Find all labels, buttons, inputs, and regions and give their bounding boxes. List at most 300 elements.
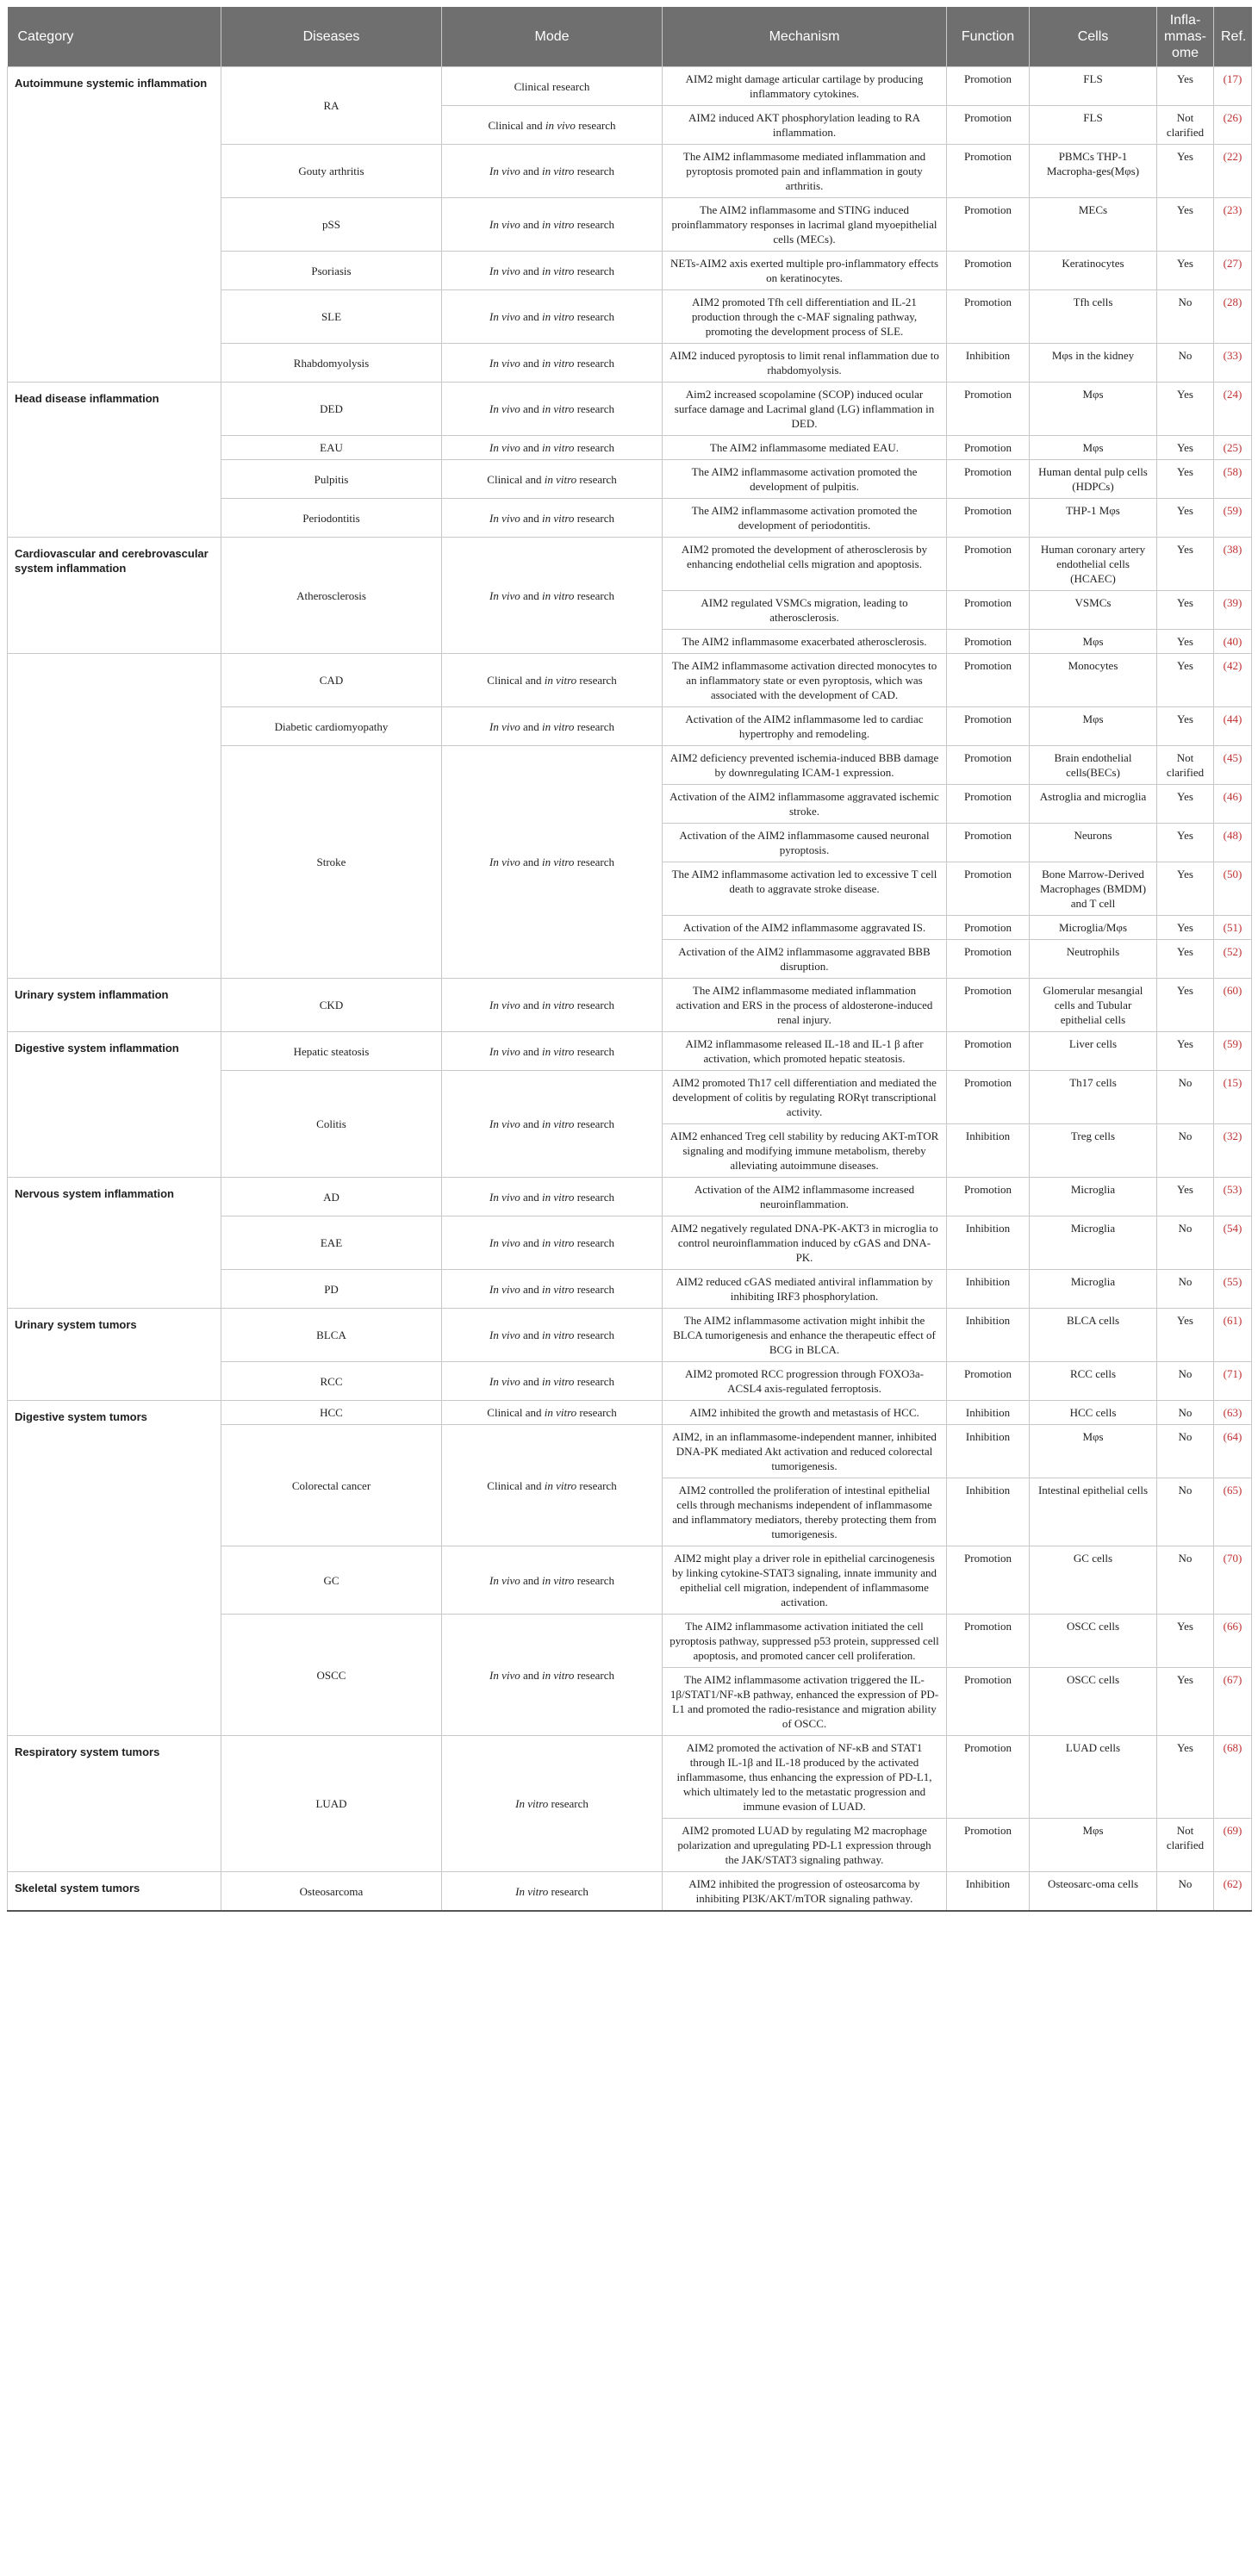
mechanism-cell: AIM2 promoted Th17 cell differentiation and mediated the development of colitis by regulating RORγt transcriptional activity. xyxy=(663,1071,947,1124)
mode-cell: In vivo and in vitro research xyxy=(442,436,663,460)
inflammasome-cell: Yes xyxy=(1157,940,1214,979)
cells-cell: Liver cells xyxy=(1030,1032,1157,1071)
ref-link: (28) xyxy=(1214,290,1252,344)
mode-italic: in vitro xyxy=(542,1573,575,1587)
mode-cell: In vivo and in vitro research xyxy=(442,499,663,538)
category-cell: Respiratory system tumors xyxy=(8,1736,221,1872)
mechanism-cell: Activation of the AIM2 inflammasome led to cardiac hypertrophy and remodeling. xyxy=(663,707,947,746)
cells-cell: Mφs xyxy=(1030,383,1157,436)
cells-cell: Microglia/Mφs xyxy=(1030,916,1157,940)
inflammasome-cell: Yes xyxy=(1157,1309,1214,1362)
inflammasome-cell: No xyxy=(1157,1401,1214,1425)
inflammasome-cell: No xyxy=(1157,1216,1214,1270)
mode-italic: in vivo xyxy=(545,118,576,132)
ref-link: (55) xyxy=(1214,1270,1252,1309)
mode-cell: Clinical and in vivo research xyxy=(442,106,663,145)
mechanism-cell: AIM2 might play a driver role in epithelial carcinogenesis by linking cytokine-STAT3 signaling, innate immunity and epithelial cell migration, independent of inflammasome activation. xyxy=(663,1546,947,1615)
function-cell: Promotion xyxy=(947,252,1030,290)
inflammasome-cell: Yes xyxy=(1157,1032,1214,1071)
cells-cell: RCC cells xyxy=(1030,1362,1157,1401)
disease-cell: pSS xyxy=(221,198,442,252)
cells-cell: Intestinal epithelial cells xyxy=(1030,1478,1157,1546)
cells-cell: Mφs xyxy=(1030,436,1157,460)
cells-cell: Mφs xyxy=(1030,630,1157,654)
mode-italic: In vivo xyxy=(489,402,520,415)
mechanism-cell: The AIM2 inflammasome activation promoted the development of periodontitis. xyxy=(663,499,947,538)
ref-link: (32) xyxy=(1214,1124,1252,1178)
mode-cell: Clinical and in vitro research xyxy=(442,1425,663,1546)
ref-link: (71) xyxy=(1214,1362,1252,1401)
mechanism-cell: The AIM2 inflammasome activation led to excessive T cell death to aggravate stroke disease. xyxy=(663,862,947,916)
mechanism-cell: AIM2 inhibited the progression of osteosarcoma by inhibiting PI3K/AKT/mTOR signaling pathway. xyxy=(663,1872,947,1912)
mechanism-cell: AIM2 regulated VSMCs migration, leading to atherosclerosis. xyxy=(663,591,947,630)
disease-cell: RA xyxy=(221,67,442,145)
mode-italic: In vivo xyxy=(489,441,520,454)
ref-link: (65) xyxy=(1214,1478,1252,1546)
disease-cell: Gouty arthritis xyxy=(221,145,442,198)
inflammasome-cell: No xyxy=(1157,1425,1214,1478)
mode-italic: in vitro xyxy=(542,441,575,454)
function-cell: Promotion xyxy=(947,707,1030,746)
mechanism-cell: Aim2 increased scopolamine (SCOP) induced ocular surface damage and Lacrimal gland (LG) inflammation in DED. xyxy=(663,383,947,436)
mode-italic: In vivo xyxy=(489,856,520,868)
table-row xyxy=(8,1401,1252,1425)
mode-cell: In vivo and in vitro research xyxy=(442,1362,663,1401)
mode-italic: in vitro xyxy=(542,1374,575,1388)
function-cell: Promotion xyxy=(947,538,1030,591)
ref-link: (44) xyxy=(1214,707,1252,746)
mode-italic: in vitro xyxy=(542,356,575,370)
mode-cell: Clinical and in vitro research xyxy=(442,460,663,499)
function-cell: Promotion xyxy=(947,290,1030,344)
cells-cell: Human coronary artery endothelial cells (HCAEC) xyxy=(1030,538,1157,591)
ref-link: (70) xyxy=(1214,1546,1252,1615)
mechanism-cell: Activation of the AIM2 inflammasome caused neuronal pyroptosis. xyxy=(663,824,947,862)
function-cell: Promotion xyxy=(947,916,1030,940)
function-cell: Promotion xyxy=(947,460,1030,499)
function-cell: Inhibition xyxy=(947,1270,1030,1309)
mode-cell: In vitro research xyxy=(442,1736,663,1872)
header-category: Category xyxy=(8,7,221,67)
inflammasome-cell: Yes xyxy=(1157,198,1214,252)
table-row xyxy=(8,383,1252,436)
function-cell: Promotion xyxy=(947,979,1030,1032)
disease-cell: BLCA xyxy=(221,1309,442,1362)
header-ref: Ref. xyxy=(1214,7,1252,67)
cells-cell: Mφs xyxy=(1030,1425,1157,1478)
mode-italic: in vitro xyxy=(542,402,575,415)
ref-link: (46) xyxy=(1214,785,1252,824)
inflammasome-cell: Yes xyxy=(1157,1615,1214,1668)
mode-italic: in vitro xyxy=(542,856,575,868)
ref-link: (33) xyxy=(1214,344,1252,383)
mode-cell: In vivo and in vitro research xyxy=(442,383,663,436)
inflammasome-cell: Yes xyxy=(1157,824,1214,862)
function-cell: Promotion xyxy=(947,106,1030,145)
ref-link: (26) xyxy=(1214,106,1252,145)
disease-cell: Diabetic cardiomyopathy xyxy=(221,707,442,746)
header-diseases: Diseases xyxy=(221,7,442,67)
inflammasome-cell: Yes xyxy=(1157,979,1214,1032)
inflammasome-cell: No xyxy=(1157,290,1214,344)
cells-cell: Monocytes xyxy=(1030,654,1157,707)
function-cell: Inhibition xyxy=(947,1401,1030,1425)
mode-italic: in vitro xyxy=(542,1282,575,1296)
cells-cell: Microglia xyxy=(1030,1270,1157,1309)
inflammasome-cell: Yes xyxy=(1157,707,1214,746)
inflammasome-cell: No xyxy=(1157,1478,1214,1546)
mode-cell: In vivo and in vitro research xyxy=(442,538,663,654)
mechanism-cell: The AIM2 inflammasome and STING induced proinflammatory responses in lacrimal gland myoepithelial cells (MECs). xyxy=(663,198,947,252)
function-cell: Promotion xyxy=(947,499,1030,538)
inflammasome-cell: Yes xyxy=(1157,67,1214,106)
inflammasome-cell: No xyxy=(1157,1270,1214,1309)
function-cell: Promotion xyxy=(947,940,1030,979)
cells-cell: OSCC cells xyxy=(1030,1615,1157,1668)
inflammasome-cell: Yes xyxy=(1157,630,1214,654)
function-cell: Promotion xyxy=(947,1668,1030,1736)
header-row xyxy=(8,7,1252,67)
ref-link: (50) xyxy=(1214,862,1252,916)
cells-cell: Mφs xyxy=(1030,1819,1157,1872)
function-cell: Promotion xyxy=(947,630,1030,654)
mechanism-cell: Activation of the AIM2 inflammasome aggravated BBB disruption. xyxy=(663,940,947,979)
cells-cell: OSCC cells xyxy=(1030,1668,1157,1736)
mode-cell: In vitro research xyxy=(442,1872,663,1912)
ref-link: (59) xyxy=(1214,499,1252,538)
header-inflammasome: Infla- mmas- ome xyxy=(1157,7,1214,67)
mode-italic: in vitro xyxy=(542,165,575,177)
category-cell: Skeletal system tumors xyxy=(8,1872,221,1912)
mode-italic: in vitro xyxy=(542,1668,575,1682)
cells-cell: GC cells xyxy=(1030,1546,1157,1615)
mode-cell: In vivo and in vitro research xyxy=(442,979,663,1032)
function-cell: Inhibition xyxy=(947,344,1030,383)
mechanism-cell: NETs-AIM2 axis exerted multiple pro-inflammatory effects on keratinocytes. xyxy=(663,252,947,290)
mechanism-cell: Activation of the AIM2 inflammasome aggravated IS. xyxy=(663,916,947,940)
category-cell xyxy=(8,654,221,979)
function-cell: Promotion xyxy=(947,145,1030,198)
mode-cell: In vivo and in vitro research xyxy=(442,1309,663,1362)
mechanism-cell: AIM2 promoted the development of atherosclerosis by enhancing endothelial cells migration and apoptosis. xyxy=(663,538,947,591)
aim2-disease-table xyxy=(7,7,1252,1912)
mode-cell: In vivo and in vitro research xyxy=(442,1270,663,1309)
mode-italic: in vitro xyxy=(542,511,575,525)
inflammasome-cell: Not clarified xyxy=(1157,746,1214,785)
mode-italic: in vitro xyxy=(544,472,577,486)
mode-italic: In vivo xyxy=(489,1328,520,1341)
table-row xyxy=(8,1178,1252,1216)
mechanism-cell: AIM2 induced AKT phosphorylation leading to RA inflammation. xyxy=(663,106,947,145)
mechanism-cell: AIM2 controlled the proliferation of intestinal epithelial cells through mechanisms independent of inflammasome and inflammatory mediators, thereby protecting them from tumorigenesis. xyxy=(663,1478,947,1546)
mechanism-cell: Activation of the AIM2 inflammasome aggravated ischemic stroke. xyxy=(663,785,947,824)
header-function: Function xyxy=(947,7,1030,67)
ref-link: (66) xyxy=(1214,1615,1252,1668)
cells-cell: Th17 cells xyxy=(1030,1071,1157,1124)
mode-cell: In vivo and in vitro research xyxy=(442,252,663,290)
category-cell: Urinary system tumors xyxy=(8,1309,221,1401)
mode-italic: In vivo xyxy=(489,1236,520,1249)
mechanism-cell: AIM2 induced pyroptosis to limit renal inflammation due to rhabdomyolysis. xyxy=(663,344,947,383)
category-cell: Digestive system tumors xyxy=(8,1401,221,1736)
mode-italic: In vivo xyxy=(489,588,520,602)
ref-link: (22) xyxy=(1214,145,1252,198)
cells-cell: BLCA cells xyxy=(1030,1309,1157,1362)
mode-italic: In vivo xyxy=(489,1190,520,1204)
disease-cell: AD xyxy=(221,1178,442,1216)
ref-link: (45) xyxy=(1214,746,1252,785)
cells-cell: Neurons xyxy=(1030,824,1157,862)
mechanism-cell: AIM2 promoted the activation of NF-κB and STAT1 through IL-1β and IL-18 produced by the activated inflammasome, thus enhancing the expression of PD-L1, which ultimately led to the metastatic progression and immune evasion of LUAD. xyxy=(663,1736,947,1819)
ref-link: (61) xyxy=(1214,1309,1252,1362)
mode-italic: in vitro xyxy=(542,1328,575,1341)
ref-link: (54) xyxy=(1214,1216,1252,1270)
ref-link: (58) xyxy=(1214,460,1252,499)
mode-cell: In vivo and in vitro research xyxy=(442,198,663,252)
cells-cell: FLS xyxy=(1030,106,1157,145)
function-cell: Promotion xyxy=(947,785,1030,824)
table-row xyxy=(8,1872,1252,1912)
ref-link: (27) xyxy=(1214,252,1252,290)
mode-italic: In vivo xyxy=(489,1117,520,1130)
mechanism-cell: AIM2 inhibited the growth and metastasis of HCC. xyxy=(663,1401,947,1425)
function-cell: Promotion xyxy=(947,1546,1030,1615)
mechanism-cell: The AIM2 inflammasome activation promoted the development of pulpitis. xyxy=(663,460,947,499)
table-header xyxy=(8,7,1252,67)
mode-cell: In vivo and in vitro research xyxy=(442,1615,663,1736)
function-cell: Promotion xyxy=(947,824,1030,862)
category-cell: Digestive system inflammation xyxy=(8,1032,221,1178)
mode-italic: in vitro xyxy=(542,1044,575,1058)
inflammasome-cell: Yes xyxy=(1157,591,1214,630)
mechanism-cell: The AIM2 inflammasome activation triggered the IL-1β/STAT1/NF-κB pathway, enhanced the expression of PD-L1 and promoted the radio-resistance and migration ability of OSCC. xyxy=(663,1668,947,1736)
mode-italic: In vivo xyxy=(489,1044,520,1058)
function-cell: Promotion xyxy=(947,1615,1030,1668)
mode-cell: In vivo and in vitro research xyxy=(442,1071,663,1178)
mechanism-cell: AIM2 enhanced Treg cell stability by reducing AKT-mTOR signaling and modifying immune metabolism, thereby alleviating autoimmune diseases. xyxy=(663,1124,947,1178)
mechanism-cell: The AIM2 inflammasome activation directed monocytes to an inflammatory state or even pyroptosis, which was associated with the development of CAD. xyxy=(663,654,947,707)
mode-italic: In vivo xyxy=(489,1282,520,1296)
function-cell: Inhibition xyxy=(947,1425,1030,1478)
mode-cell: In vivo and in vitro research xyxy=(442,1216,663,1270)
mode-cell: In vivo and in vitro research xyxy=(442,707,663,746)
function-cell: Promotion xyxy=(947,383,1030,436)
ref-link: (59) xyxy=(1214,1032,1252,1071)
ref-link: (60) xyxy=(1214,979,1252,1032)
mechanism-cell: The AIM2 inflammasome mediated EAU. xyxy=(663,436,947,460)
cells-cell: Bone Marrow-Derived Macrophages (BMDM) and T cell xyxy=(1030,862,1157,916)
function-cell: Promotion xyxy=(947,436,1030,460)
mechanism-cell: AIM2 promoted RCC progression through FOXO3a-ACSL4 axis-regulated ferroptosis. xyxy=(663,1362,947,1401)
mode-cell: In vivo and in vitro research xyxy=(442,344,663,383)
inflammasome-cell: No xyxy=(1157,344,1214,383)
ref-link: (40) xyxy=(1214,630,1252,654)
ref-link: (39) xyxy=(1214,591,1252,630)
cells-cell: Osteosarc-oma cells xyxy=(1030,1872,1157,1912)
cells-cell: HCC cells xyxy=(1030,1401,1157,1425)
disease-cell: Atherosclerosis xyxy=(221,538,442,654)
mode-italic: In vivo xyxy=(489,1668,520,1682)
mode-italic: In vitro xyxy=(515,1884,549,1898)
function-cell: Inhibition xyxy=(947,1872,1030,1912)
mode-cell: Clinical and in vitro research xyxy=(442,1401,663,1425)
disease-cell: Periodontitis xyxy=(221,499,442,538)
ref-link: (38) xyxy=(1214,538,1252,591)
ref-link: (42) xyxy=(1214,654,1252,707)
category-cell: Head disease inflammation xyxy=(8,383,221,538)
cells-cell: Tfh cells xyxy=(1030,290,1157,344)
inflammasome-cell: No xyxy=(1157,1872,1214,1912)
mechanism-cell: AIM2 deficiency prevented ischemia-induced BBB damage by downregulating ICAM-1 expression. xyxy=(663,746,947,785)
mechanism-cell: The AIM2 inflammasome mediated inflammation and pyroptosis promoted pain and inflammation in gouty arthritis. xyxy=(663,145,947,198)
mode-cell: In vivo and in vitro research xyxy=(442,1546,663,1615)
inflammasome-cell: No xyxy=(1157,1362,1214,1401)
disease-cell: Colorectal cancer xyxy=(221,1425,442,1546)
table-row xyxy=(8,979,1252,1032)
mode-italic: In vivo xyxy=(489,310,520,323)
disease-cell: LUAD xyxy=(221,1736,442,1872)
mode-italic: in vitro xyxy=(542,218,575,231)
function-cell: Promotion xyxy=(947,1362,1030,1401)
inflammasome-cell: No xyxy=(1157,1124,1214,1178)
function-cell: Promotion xyxy=(947,1178,1030,1216)
mode-italic: In vitro xyxy=(515,1797,549,1810)
mode-italic: in vitro xyxy=(542,588,575,602)
category-cell: Cardiovascular and cerebrovascular system inflammation xyxy=(8,538,221,654)
disease-cell: OSCC xyxy=(221,1615,442,1736)
mode-italic: in vitro xyxy=(544,1406,577,1419)
function-cell: Promotion xyxy=(947,67,1030,106)
cells-cell: Keratinocytes xyxy=(1030,252,1157,290)
disease-cell: Hepatic steatosis xyxy=(221,1032,442,1071)
cells-cell: FLS xyxy=(1030,67,1157,106)
function-cell: Promotion xyxy=(947,654,1030,707)
cells-cell: Mφs xyxy=(1030,707,1157,746)
mode-italic: in vitro xyxy=(542,1190,575,1204)
inflammasome-cell: Yes xyxy=(1157,383,1214,436)
mechanism-cell: AIM2 promoted Tfh cell differentiation and IL-21 production through the c-MAF signaling pathway, promoting the development process of SLE. xyxy=(663,290,947,344)
cells-cell: Microglia xyxy=(1030,1178,1157,1216)
disease-cell: GC xyxy=(221,1546,442,1615)
header-mode: Mode xyxy=(442,7,663,67)
inflammasome-cell: Not clarified xyxy=(1157,106,1214,145)
mode-italic: In vivo xyxy=(489,999,520,1011)
mode-italic: In vivo xyxy=(489,1573,520,1587)
mode-italic: in vitro xyxy=(544,674,577,687)
mode-italic: in vitro xyxy=(542,1236,575,1249)
header-cells: Cells xyxy=(1030,7,1157,67)
mechanism-cell: AIM2 inflammasome released IL-18 and IL-1 β after activation, which promoted hepatic steatosis. xyxy=(663,1032,947,1071)
disease-cell: HCC xyxy=(221,1401,442,1425)
disease-cell: Osteosarcoma xyxy=(221,1872,442,1912)
cells-cell: THP-1 Mφs xyxy=(1030,499,1157,538)
cells-cell: Neutrophils xyxy=(1030,940,1157,979)
table-row xyxy=(8,1736,1252,1819)
ref-link: (53) xyxy=(1214,1178,1252,1216)
mode-italic: In vivo xyxy=(489,165,520,177)
disease-cell: Pulpitis xyxy=(221,460,442,499)
mode-cell: Clinical research xyxy=(442,67,663,106)
function-cell: Promotion xyxy=(947,746,1030,785)
mechanism-cell: AIM2 might damage articular cartilage by producing inflammatory cytokines. xyxy=(663,67,947,106)
mode-italic: In vivo xyxy=(489,511,520,525)
inflammasome-cell: Yes xyxy=(1157,1178,1214,1216)
ref-link: (64) xyxy=(1214,1425,1252,1478)
ref-link: (24) xyxy=(1214,383,1252,436)
mode-italic: In vivo xyxy=(489,264,520,277)
category-cell: Urinary system inflammation xyxy=(8,979,221,1032)
disease-cell: Psoriasis xyxy=(221,252,442,290)
inflammasome-cell: Yes xyxy=(1157,785,1214,824)
inflammasome-cell: No xyxy=(1157,1546,1214,1615)
disease-cell: PD xyxy=(221,1270,442,1309)
mode-italic: In vivo xyxy=(489,218,520,231)
cells-cell: Brain endothelial cells(BECs) xyxy=(1030,746,1157,785)
mode-cell: In vivo and in vitro research xyxy=(442,1178,663,1216)
mechanism-cell: AIM2 reduced cGAS mediated antiviral inflammation by inhibiting IRF3 phosphorylation. xyxy=(663,1270,947,1309)
mechanism-cell: AIM2 negatively regulated DNA-PK-AKT3 in microglia to control neuroinflammation induced by cGAS and DNA-PK. xyxy=(663,1216,947,1270)
cells-cell: Astroglia and microglia xyxy=(1030,785,1157,824)
disease-cell: Colitis xyxy=(221,1071,442,1178)
mode-italic: In vivo xyxy=(489,356,520,370)
ref-link: (52) xyxy=(1214,940,1252,979)
cells-cell: VSMCs xyxy=(1030,591,1157,630)
cells-cell: Treg cells xyxy=(1030,1124,1157,1178)
mechanism-cell: AIM2 promoted LUAD by regulating M2 macrophage polarization and upregulating PD-L1 expression through the JAK/STAT3 signaling pathway. xyxy=(663,1819,947,1872)
cells-cell: LUAD cells xyxy=(1030,1736,1157,1819)
disease-cell: CKD xyxy=(221,979,442,1032)
function-cell: Promotion xyxy=(947,1819,1030,1872)
cells-cell: Mφs in the kidney xyxy=(1030,344,1157,383)
inflammasome-cell: No xyxy=(1157,1071,1214,1124)
inflammasome-cell: Yes xyxy=(1157,916,1214,940)
ref-link: (51) xyxy=(1214,916,1252,940)
mode-italic: in vitro xyxy=(542,310,575,323)
table-row xyxy=(8,1309,1252,1362)
ref-link: (23) xyxy=(1214,198,1252,252)
disease-cell: EAE xyxy=(221,1216,442,1270)
cells-cell: MECs xyxy=(1030,198,1157,252)
inflammasome-cell: Yes xyxy=(1157,252,1214,290)
disease-cell: CAD xyxy=(221,654,442,707)
disease-cell: Rhabdomyolysis xyxy=(221,344,442,383)
cells-cell: Glomerular mesangial cells and Tubular epithelial cells xyxy=(1030,979,1157,1032)
mechanism-cell: The AIM2 inflammasome mediated inflammation activation and ERS in the process of aldosterone-induced renal injury. xyxy=(663,979,947,1032)
disease-cell: RCC xyxy=(221,1362,442,1401)
inflammasome-cell: Yes xyxy=(1157,1668,1214,1736)
mode-italic: in vitro xyxy=(542,719,575,733)
mechanism-cell: Activation of the AIM2 inflammasome increased neuroinflammation. xyxy=(663,1178,947,1216)
ref-link: (69) xyxy=(1214,1819,1252,1872)
cells-cell: Microglia xyxy=(1030,1216,1157,1270)
inflammasome-cell: Yes xyxy=(1157,1736,1214,1819)
function-cell: Promotion xyxy=(947,862,1030,916)
ref-link: (62) xyxy=(1214,1872,1252,1912)
function-cell: Promotion xyxy=(947,1736,1030,1819)
inflammasome-cell: Yes xyxy=(1157,436,1214,460)
table-row xyxy=(8,67,1252,106)
mode-italic: In vivo xyxy=(489,719,520,733)
disease-cell: SLE xyxy=(221,290,442,344)
table-row xyxy=(8,654,1252,707)
mechanism-cell: AIM2, in an inflammasome-independent manner, inhibited DNA-PK mediated Akt activation and reduced colorectal tumorigenesis. xyxy=(663,1425,947,1478)
function-cell: Inhibition xyxy=(947,1216,1030,1270)
ref-link: (25) xyxy=(1214,436,1252,460)
inflammasome-cell: Yes xyxy=(1157,654,1214,707)
mechanism-cell: The AIM2 inflammasome activation might inhibit the BLCA tumorigenesis and enhance the therapeutic effect of BCG in BLCA. xyxy=(663,1309,947,1362)
function-cell: Promotion xyxy=(947,591,1030,630)
category-cell: Nervous system inflammation xyxy=(8,1178,221,1309)
